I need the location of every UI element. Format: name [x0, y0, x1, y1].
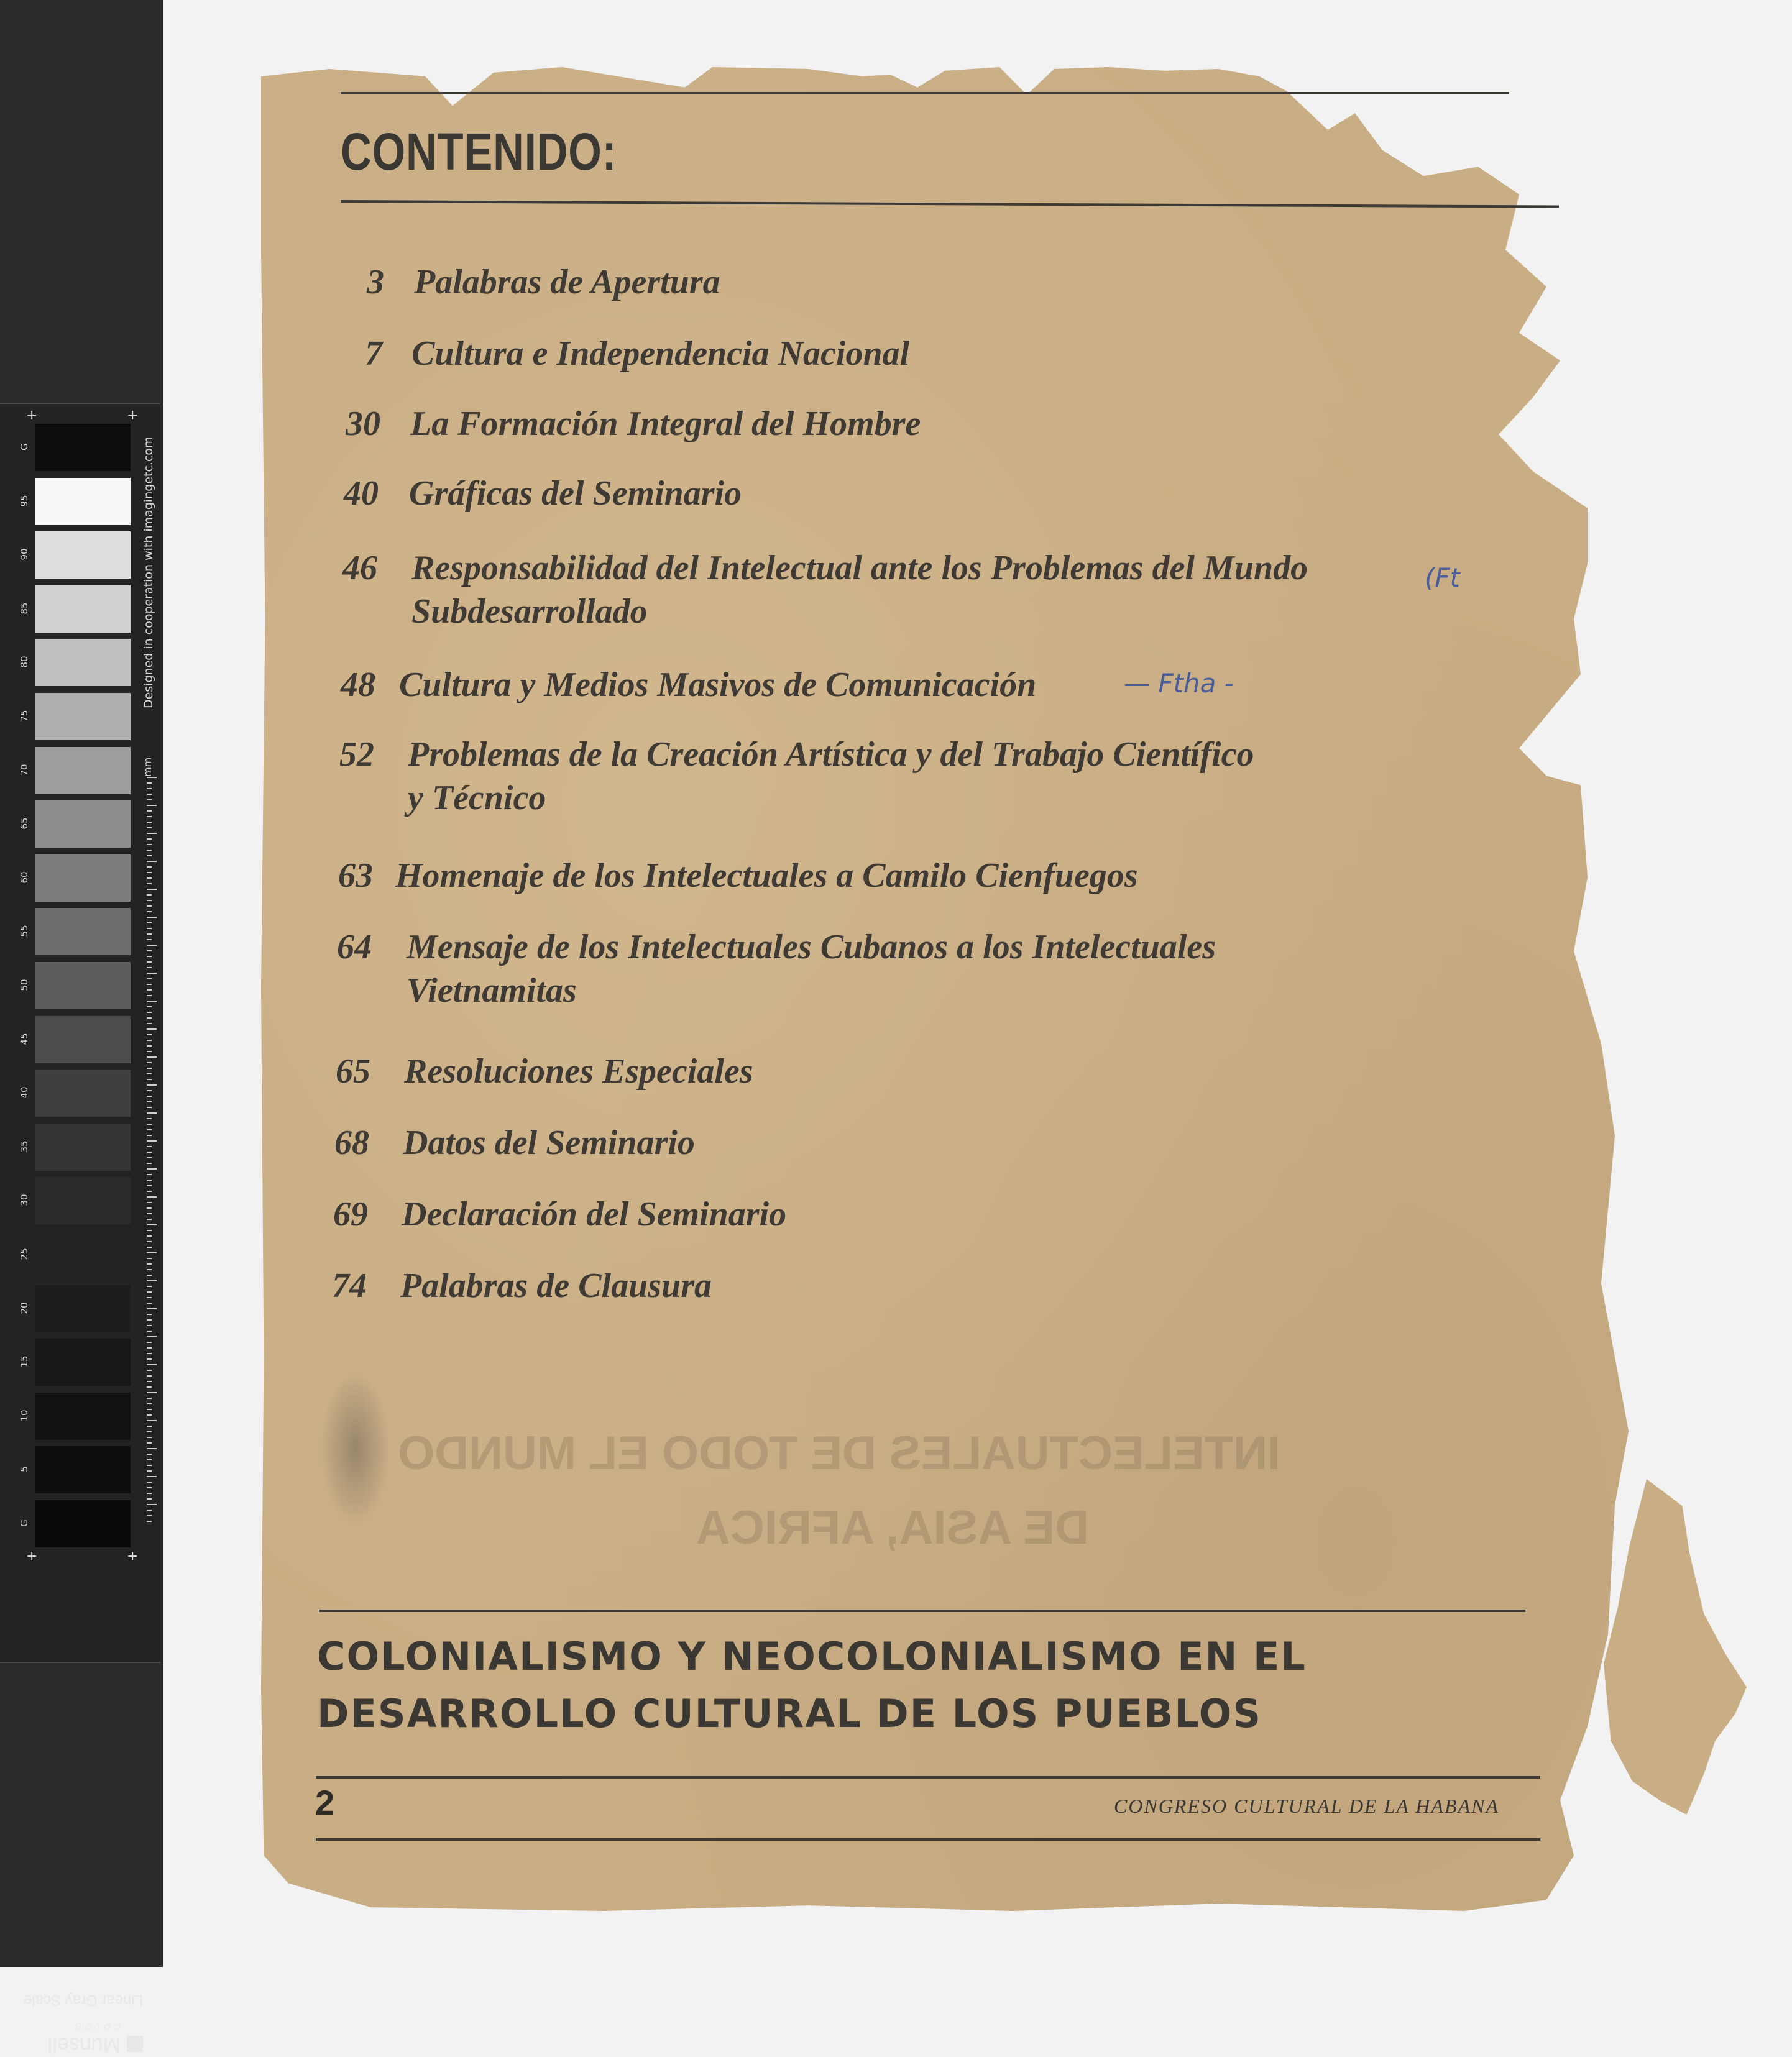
brand-name: Munsell [47, 2033, 121, 2057]
gray-patch [35, 1393, 131, 1440]
bottom-title-line-1: COLONIALISMO Y NEOCOLONIALISMO EN EL [317, 1634, 1307, 1679]
plus-mark-bottom-left: + [26, 1549, 38, 1564]
gray-patch-label: 40 [19, 1086, 30, 1099]
bottom-title-rule [319, 1610, 1525, 1612]
gray-patch-label: G [19, 443, 30, 451]
toc-page-number: 30 [346, 405, 380, 443]
gray-patch [35, 1016, 131, 1063]
gray-patch [35, 585, 131, 633]
gray-patch-label: 85 [19, 602, 30, 615]
gray-patch-label: 15 [19, 1355, 30, 1368]
munsell-logo-icon [127, 2036, 143, 2052]
gray-patch-label: 80 [19, 656, 30, 668]
gray-patch [35, 1339, 131, 1386]
toc-page-number: 7 [365, 334, 382, 373]
gray-patch [35, 962, 131, 1009]
toc-entry-title: Cultura e Independencia Nacional [411, 334, 910, 373]
contents-heading: CONTENIDO: [341, 122, 617, 181]
gray-patch-label: G [19, 1519, 30, 1527]
gray-patch-label: 5 [19, 1466, 30, 1473]
gray-patch-label: 95 [19, 495, 30, 507]
gray-patch [35, 639, 131, 686]
gray-patch-label: 60 [19, 871, 30, 884]
toc-entry-continuation: Vietnamitas [407, 971, 577, 1010]
gray-patch-label: 50 [19, 979, 30, 991]
bleed-through-line-2: DE ASIA, AFRICA [696, 1501, 1089, 1554]
gray-patch-label: 10 [19, 1409, 30, 1422]
toc-entry-continuation: y Técnico [408, 779, 546, 817]
toc-entry-title: Gráficas del Seminario [409, 474, 742, 513]
top-rule [341, 92, 1509, 94]
gray-patch [35, 854, 131, 902]
gray-patch [35, 800, 131, 848]
bottom-title-line-2: DESARROLLO CULTURAL DE LOS PUEBLOS [317, 1691, 1262, 1736]
gray-patch [35, 1500, 131, 1547]
toc-entry-title: Mensaje de los Intelectuales Cubanos a los Intelectuales [407, 928, 1216, 966]
gray-patch [35, 1231, 131, 1278]
toc-page-number: 48 [341, 666, 375, 704]
toc-page-number: 69 [333, 1195, 368, 1234]
gray-patch-label: 75 [19, 710, 30, 722]
toc-entry-title: Palabras de Clausura [400, 1267, 712, 1305]
toc-entry-title: Homenaje de los Intelectuales a Camilo Cienfuegos [395, 856, 1138, 895]
gray-patch [35, 1446, 131, 1493]
toc-page-number: 46 [342, 549, 377, 587]
gray-patch [35, 1124, 131, 1171]
gray-patch [35, 1177, 131, 1224]
scale-name: Linear Gray Scale [23, 1992, 143, 2009]
faded-stamp-mark [321, 1370, 390, 1526]
brand-subtitle: COLOR [71, 2022, 121, 2032]
gray-patch-label: 65 [19, 817, 30, 830]
handwritten-note-46: (Ft [1425, 562, 1461, 593]
munsell-brand [19, 1982, 143, 2057]
toc-entry-title: Problemas de la Creación Artística y del Trabajo Científico [408, 735, 1254, 774]
bottom-title [317, 1628, 1307, 1743]
toc-page-number: 68 [334, 1124, 369, 1162]
page-number: 2 [315, 1783, 335, 1822]
toc-entry-title: Responsabilidad del Intelectual ante los Problemas del Mundo [411, 549, 1308, 587]
gray-patch-label: 25 [19, 1248, 30, 1260]
gray-patch [35, 908, 131, 955]
footer-publication: CONGRESO CULTURAL DE LA HABANA [1114, 1795, 1499, 1817]
paper-torn-fragment [1604, 1479, 1747, 1815]
plus-mark-bottom-right: + [127, 1549, 139, 1564]
gray-patch [35, 478, 131, 525]
handwritten-note-48: — Ftha - [1124, 668, 1234, 699]
gray-patch [35, 424, 131, 471]
toc-page-number: 3 [367, 263, 384, 301]
gray-patch [35, 1285, 131, 1332]
toc-page-number: 52 [339, 735, 374, 774]
gray-patch-label: 30 [19, 1194, 30, 1206]
gray-patch [35, 531, 131, 579]
bleed-through-line-1: INTELECTUALES DE TODO EL MUNDO [398, 1427, 1281, 1480]
plus-mark-top-left: + [26, 408, 38, 423]
toc-page-number: 65 [336, 1052, 370, 1091]
gray-patch-label: 90 [19, 548, 30, 561]
ruler-unit-label: mm [142, 757, 154, 777]
gray-patch [35, 693, 131, 740]
mm-ruler-major-ticks [147, 777, 160, 1523]
toc-entry-title: Declaración del Seminario [402, 1195, 787, 1234]
credit-text: Designed in cooperation with imagingetc.com [142, 436, 155, 708]
gray-patch [35, 747, 131, 794]
gray-patch-label: 55 [19, 925, 30, 937]
gray-patch-label: 45 [19, 1033, 30, 1045]
gray-patch-label: 35 [19, 1140, 30, 1153]
plus-mark-top-right: + [127, 408, 139, 423]
toc-entry-continuation: Subdesarrollado [411, 592, 648, 631]
footer-rule-bottom [316, 1838, 1540, 1841]
toc-page-number: 40 [344, 474, 379, 513]
toc-page-number: 63 [338, 856, 373, 895]
toc-entry-title: Datos del Seminario [403, 1124, 695, 1162]
gray-patch-label: 20 [19, 1302, 30, 1314]
toc-entry-title: Resoluciones Especiales [404, 1052, 753, 1091]
toc-page-number: 64 [337, 928, 372, 966]
toc-page-number: 74 [332, 1267, 367, 1305]
toc-entry-title: Cultura y Medios Masivos de Comunicación [399, 666, 1037, 704]
gray-patch-label: 70 [19, 764, 30, 776]
footer-rule-top [316, 1776, 1540, 1779]
gray-scale-card [0, 403, 160, 2057]
toc-entry-title: Palabras de Apertura [414, 263, 720, 301]
toc-entry-title: La Formación Integral del Hombre [410, 405, 921, 443]
gray-patch [35, 1070, 131, 1117]
